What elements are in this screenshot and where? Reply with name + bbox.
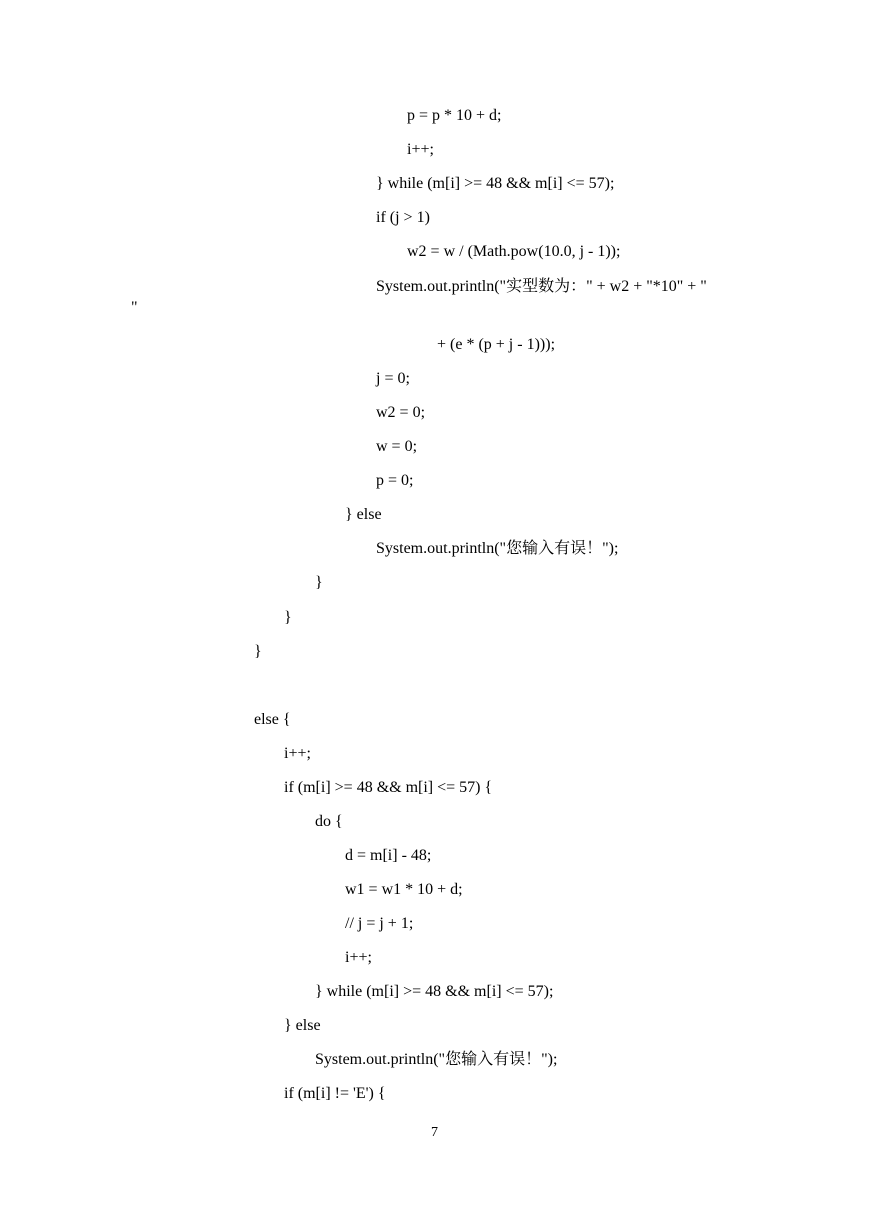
code-line: System.out.println("您输入有误！");: [315, 1051, 558, 1068]
code-line: w2 = 0;: [376, 404, 426, 421]
code-line: } else: [345, 506, 382, 523]
code-line: j = 0;: [376, 370, 410, 387]
code-line: if (j > 1): [376, 209, 430, 226]
code-line: if (m[i] >= 48 && m[i] <= 57) {: [284, 779, 493, 796]
code-line: } else: [284, 1017, 321, 1034]
code-line: w1 = w1 * 10 + d;: [345, 881, 463, 898]
code-line: if (m[i] != 'E') {: [284, 1085, 386, 1102]
code-line: p = 0;: [376, 472, 414, 489]
code-line: }: [284, 609, 292, 626]
code-line: i++;: [284, 745, 311, 762]
code-line: w2 = w / (Math.pow(10.0, j - 1));: [407, 243, 621, 260]
code-line: // j = j + 1;: [345, 915, 414, 932]
code-line: i++;: [407, 141, 434, 158]
code-line: + (e * (p + j - 1)));: [437, 336, 556, 353]
code-line: p = p * 10 + d;: [407, 107, 502, 124]
code-line: }: [315, 574, 323, 591]
code-line: i++;: [345, 949, 372, 966]
code-line: System.out.println("实型数为：" + w2 + "*10" + ": [376, 278, 707, 295]
code-line: d = m[i] - 48;: [345, 847, 432, 864]
code-line: do {: [315, 813, 343, 830]
code-line: w = 0;: [376, 438, 418, 455]
code-line: }: [254, 643, 262, 660]
code-line: System.out.println("您输入有误！");: [376, 540, 619, 557]
code-line: else {: [254, 711, 291, 728]
code-line: } while (m[i] >= 48 && m[i] <= 57);: [376, 175, 615, 192]
page-number: 7: [431, 1125, 438, 1140]
code-line: } while (m[i] >= 48 && m[i] <= 57);: [315, 983, 554, 1000]
code-line: ": [131, 299, 138, 316]
